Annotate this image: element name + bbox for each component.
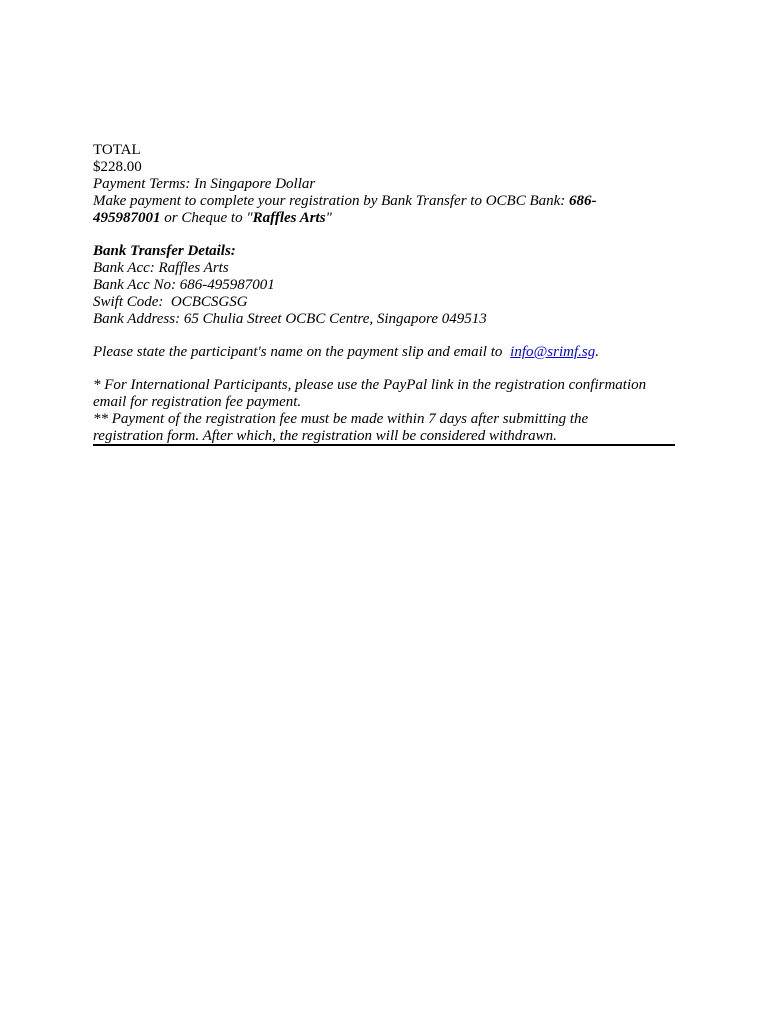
international-note: * For International Participants, please use the PayPal link in the registration confirmation email for registration fee payment. (93, 377, 647, 410)
email-note-suffix: . (595, 344, 599, 360)
spacer (93, 227, 675, 243)
cheque-payee: Raffles Arts (252, 210, 326, 226)
email-link[interactable]: info@srimf.sg (510, 344, 596, 360)
total-label: TOTAL (93, 142, 141, 158)
payment-section (93, 142, 675, 445)
payment-terms: Payment Terms: In Singapore Dollar (93, 176, 316, 192)
email-note-text: Please state the participant's name on the payment slip and email to (93, 344, 507, 360)
bank-details-heading: Bank Transfer Details: (93, 243, 236, 259)
payment-instruction-middle: or Cheque to " (160, 210, 253, 226)
bank-account-number: 686-495987001 (93, 193, 597, 226)
payment-instruction (93, 193, 653, 227)
spacer (93, 361, 675, 377)
bank-acc: Bank Acc: Raffles Arts (93, 260, 229, 276)
bank-acc-no: Bank Acc No: 686-495987001 (93, 277, 275, 293)
email-note (93, 344, 675, 361)
deadline-note: ** Payment of the registration fee must be made within 7 days after submitting the registration form. After which, the registration will be considered withdrawn. (93, 411, 589, 444)
bank-address: Bank Address: 65 Chulia Street OCBC Centre, Singapore 049513 (93, 311, 487, 327)
swift-code: Swift Code: OCBCSGSG (93, 294, 248, 310)
payment-instruction-prefix: Make payment to complete your registration by Bank Transfer to OCBC Bank: (93, 193, 570, 209)
payment-instruction-suffix: " (325, 210, 332, 226)
total-amount: $228.00 (93, 159, 142, 175)
spacer (93, 328, 675, 344)
section-divider (93, 444, 675, 446)
